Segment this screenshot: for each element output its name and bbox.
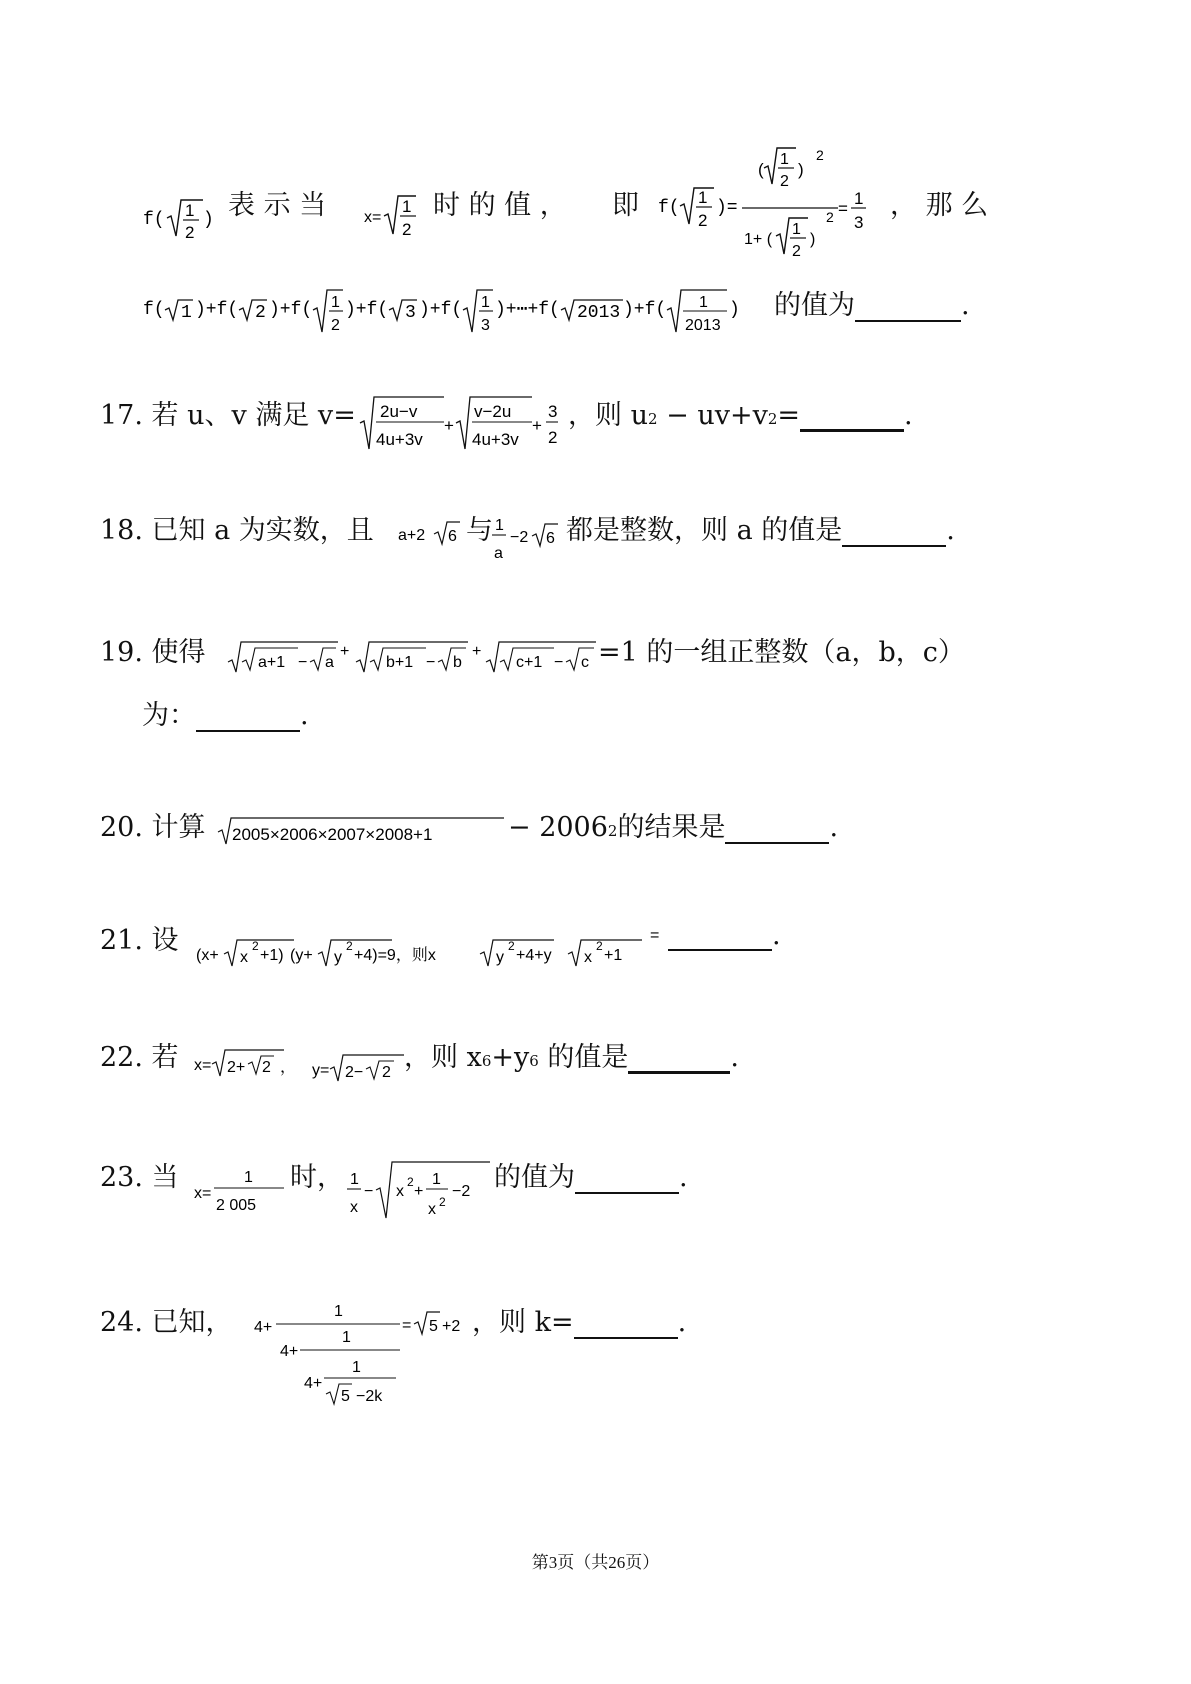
- q19-end: .: [300, 700, 309, 731]
- svg-text:2013: 2013: [577, 303, 621, 323]
- q18-and: 与: [466, 515, 493, 546]
- svg-text:2: 2: [346, 939, 353, 953]
- q23-end: .: [679, 1162, 688, 1193]
- q22-y: [312, 1045, 412, 1093]
- q17-number: 17.: [100, 400, 143, 431]
- svg-text:y=: y=: [312, 1062, 330, 1079]
- svg-text:1: 1: [854, 189, 864, 208]
- svg-text:1: 1: [495, 517, 504, 534]
- q16-tail: [774, 283, 970, 322]
- q22-rest: [404, 1035, 739, 1074]
- svg-text:2: 2: [439, 1195, 446, 1209]
- svg-text:2: 2: [826, 209, 834, 225]
- svg-text:+1): +1): [260, 947, 284, 964]
- q18-number: 18.: [100, 515, 143, 546]
- q17-text: 若 u、v 满足 v=: [151, 400, 356, 431]
- q23-expr: [346, 1156, 496, 1230]
- q16-sum-formula: [143, 280, 783, 340]
- q19-answer-blank[interactable]: [196, 699, 300, 732]
- svg-text:): ): [729, 300, 740, 320]
- svg-text:a+2: a+2: [398, 527, 426, 544]
- q23-answer-blank[interactable]: [575, 1161, 679, 1194]
- svg-text:x: x: [350, 1199, 358, 1216]
- svg-text:+: +: [340, 643, 350, 660]
- q22-tail: 的值是: [538, 1042, 629, 1073]
- q21-rest: [668, 918, 781, 951]
- svg-text:x: x: [428, 1201, 436, 1218]
- q17-exp-b: 2: [767, 410, 778, 428]
- q24-number: 24.: [100, 1307, 143, 1338]
- q20-rest: [508, 805, 838, 844]
- svg-text:2: 2: [816, 147, 824, 163]
- svg-text:+4)=9，则x: +4)=9，则x: [354, 947, 436, 964]
- q18-expr2: [492, 508, 564, 570]
- q21-text: 设: [151, 925, 179, 956]
- svg-text:1: 1: [699, 294, 708, 311]
- svg-text:5: 5: [341, 1388, 350, 1405]
- q24-rest: [472, 1300, 686, 1339]
- q16-text1: 表 示 当: [228, 190, 327, 221]
- svg-text:4+: 4+: [304, 1375, 323, 1392]
- svg-text:2: 2: [596, 939, 603, 953]
- svg-text:1: 1: [481, 294, 490, 311]
- page-footer: 第3页（共26页）: [531, 1553, 660, 1572]
- q23-x-formula: [194, 1160, 290, 1216]
- q19-line2: [142, 693, 309, 732]
- svg-text:): ): [203, 210, 214, 230]
- svg-text:): ): [810, 231, 816, 248]
- q18-answer-blank[interactable]: [842, 514, 946, 547]
- svg-text:4+: 4+: [254, 1319, 273, 1336]
- svg-text:5: 5: [429, 1318, 438, 1335]
- svg-text:1: 1: [402, 197, 412, 216]
- svg-text:=: =: [838, 199, 848, 218]
- q24-answer-blank[interactable]: [574, 1306, 678, 1339]
- q16-sum: [143, 280, 783, 344]
- svg-text:): ): [798, 160, 804, 179]
- svg-text:x=: x=: [194, 1185, 212, 1202]
- q18-expr2-formula: [492, 508, 564, 566]
- svg-text:4+: 4+: [280, 1343, 299, 1360]
- svg-text:1: 1: [792, 221, 801, 238]
- q18-expr1-formula: [398, 510, 464, 550]
- q17-expr-formula: [360, 393, 570, 453]
- q17-exp-a: 2: [647, 410, 658, 428]
- q21-end: .: [772, 920, 781, 951]
- q16-f-half-formula: [143, 196, 213, 246]
- q20-exp: 2: [607, 822, 618, 840]
- q22-plus: +y: [491, 1042, 530, 1073]
- q24-tail: ，则 k=: [472, 1307, 574, 1338]
- svg-text:−: −: [426, 654, 436, 671]
- svg-text:=: =: [650, 927, 660, 944]
- q16-x-eq-formula: [364, 190, 424, 240]
- q22-y-formula: [312, 1045, 412, 1089]
- q23-rest: [494, 1155, 688, 1194]
- svg-text:+: +: [414, 1183, 424, 1200]
- svg-text:2005×2006×2007×2008+1: 2005×2006×2007×2008+1: [232, 825, 433, 844]
- q20-number: 20.: [100, 812, 143, 843]
- q20-mid: − 2006: [508, 812, 608, 843]
- svg-text:4u+3v: 4u+3v: [376, 430, 423, 449]
- svg-text:6: 6: [448, 528, 457, 545]
- svg-text:v−2u: v−2u: [474, 402, 512, 421]
- svg-text:−2k: −2k: [356, 1388, 383, 1405]
- svg-text:x: x: [240, 949, 248, 966]
- svg-text:4u+3v: 4u+3v: [472, 430, 519, 449]
- svg-text:1: 1: [432, 1171, 441, 1188]
- svg-text:1: 1: [350, 1171, 359, 1188]
- q16-tail-text: 的值为: [774, 290, 855, 321]
- svg-text:−: −: [298, 654, 308, 671]
- svg-text:x=: x=: [194, 1057, 212, 1074]
- svg-text:(x+: (x+: [196, 947, 219, 964]
- svg-text:−2: −2: [452, 1183, 471, 1200]
- q19-text: 使得: [151, 637, 206, 668]
- svg-text:+4+y: +4+y: [516, 947, 552, 964]
- svg-text:1: 1: [780, 151, 789, 168]
- q16-f-half: [143, 196, 213, 250]
- svg-text:2u−v: 2u−v: [380, 402, 418, 421]
- q18-expr1: [398, 510, 464, 554]
- svg-text:y: y: [334, 949, 342, 966]
- q22-exp-a: 6: [481, 1052, 492, 1070]
- svg-text:3: 3: [481, 317, 490, 334]
- q22-x-formula: [194, 1040, 297, 1084]
- svg-text:+2: +2: [442, 1318, 461, 1335]
- svg-text:2: 2: [255, 303, 266, 323]
- svg-text:)+f(: )+f(: [623, 300, 667, 320]
- q20-line: [100, 805, 206, 844]
- q20-answer-blank[interactable]: [725, 811, 829, 844]
- svg-text:，: ，: [280, 1059, 297, 1076]
- q23-mid: 时，: [290, 1162, 344, 1193]
- q17-rest: [568, 393, 913, 432]
- q19-expr: [228, 632, 598, 682]
- svg-text:(: (: [758, 160, 764, 179]
- svg-text:1: 1: [334, 1303, 343, 1320]
- q24-expr-formula: [252, 1298, 502, 1410]
- svg-text:1+ (: 1+ (: [744, 231, 773, 248]
- svg-text:2+: 2+: [227, 1059, 246, 1076]
- svg-text:)+f(: )+f(: [345, 300, 389, 320]
- q23-tail: 的值为: [494, 1162, 575, 1193]
- q22-line: [100, 1035, 179, 1074]
- q16-text2: 时 的 值 ，: [433, 190, 567, 221]
- q20-end: .: [829, 812, 839, 843]
- svg-text:2 005: 2 005: [216, 1197, 257, 1214]
- q20-expr-formula: [218, 808, 508, 848]
- svg-text:)+⋯+f(: )+⋯+f(: [495, 300, 560, 320]
- svg-text:2: 2: [407, 1175, 414, 1189]
- q23-text: 当: [151, 1162, 179, 1193]
- q22-exp-b: 6: [529, 1052, 539, 1070]
- q17-end: .: [904, 400, 913, 431]
- q24-expr: [252, 1298, 502, 1414]
- svg-text:)+f(: )+f(: [419, 300, 463, 320]
- q18-text: 已知 a 为实数，且: [151, 515, 374, 546]
- svg-text:c+1: c+1: [516, 654, 543, 671]
- svg-text:x=: x=: [364, 209, 382, 226]
- q16-x-eq: [364, 190, 424, 244]
- q18-end: .: [946, 515, 955, 546]
- q21-line: [100, 918, 179, 957]
- q16-text4: ， 那 么: [890, 190, 989, 221]
- svg-text:2: 2: [698, 211, 708, 230]
- svg-text:)+f(: )+f(: [269, 300, 313, 320]
- q18-line: [100, 508, 374, 547]
- svg-text:3: 3: [405, 303, 416, 323]
- q22-text: 若: [151, 1042, 179, 1073]
- svg-text:1: 1: [185, 201, 195, 220]
- svg-text:3: 3: [854, 213, 864, 232]
- svg-text:2: 2: [780, 173, 789, 190]
- svg-text:c: c: [581, 654, 589, 671]
- svg-text:a: a: [325, 654, 334, 671]
- q17-then: ，则 u: [568, 400, 648, 431]
- svg-text:2: 2: [262, 1059, 271, 1076]
- svg-text:x: x: [396, 1183, 404, 1200]
- svg-text:−: −: [364, 1183, 374, 1200]
- q18-tail: 都是整数，则 a 的值是: [566, 515, 843, 546]
- q19-expr-formula: [228, 632, 598, 678]
- svg-text:2: 2: [548, 428, 558, 447]
- q19-line2-text: 为：: [142, 700, 196, 731]
- q21-number: 21.: [100, 925, 143, 956]
- q17-eq: =: [777, 400, 801, 431]
- q17-expr: [360, 393, 570, 457]
- q16-text3: 即: [612, 190, 639, 221]
- q22-number: 22.: [100, 1042, 143, 1073]
- q23-number: 23.: [100, 1162, 143, 1193]
- q20-expr: [218, 808, 508, 852]
- svg-text:2: 2: [252, 939, 259, 953]
- q17-mid: − uv+v: [657, 400, 768, 431]
- q24-text: 已知，: [151, 1307, 233, 1338]
- svg-text:a+1: a+1: [258, 654, 286, 671]
- svg-text:6: 6: [546, 530, 555, 547]
- svg-text:1: 1: [352, 1359, 361, 1376]
- svg-text:2: 2: [508, 939, 515, 953]
- q22-answer-blank[interactable]: [628, 1040, 730, 1074]
- q20-tail: 的结果是: [617, 812, 726, 843]
- svg-text:−: −: [554, 654, 564, 671]
- svg-text:2: 2: [331, 317, 340, 334]
- svg-text:f(: f(: [143, 300, 165, 320]
- svg-text:x: x: [584, 949, 592, 966]
- q20-text: 计算: [151, 812, 206, 843]
- svg-text:a: a: [494, 545, 503, 562]
- q21-answer-blank[interactable]: [668, 918, 772, 951]
- q21-expr-formula: [196, 920, 670, 970]
- svg-text:y: y: [496, 949, 504, 966]
- q18-rest: [566, 508, 955, 547]
- svg-text:)+f(: )+f(: [195, 300, 239, 320]
- svg-text:1: 1: [698, 188, 708, 207]
- q22-end: .: [730, 1042, 739, 1073]
- q22-then: ，则 x: [404, 1042, 482, 1073]
- svg-text:1: 1: [244, 1169, 253, 1186]
- svg-text:b: b: [453, 654, 462, 671]
- svg-text:+: +: [472, 643, 482, 660]
- svg-text:2−: 2−: [345, 1064, 364, 1081]
- svg-text:−2: −2: [510, 529, 529, 546]
- svg-text:2: 2: [402, 220, 412, 239]
- svg-text:1: 1: [342, 1329, 351, 1346]
- q24-end: .: [677, 1307, 687, 1338]
- svg-text:+: +: [444, 416, 454, 435]
- q16-calc-formula: [658, 140, 878, 270]
- q21-expr: [196, 920, 670, 974]
- svg-text:1: 1: [331, 294, 340, 311]
- svg-text:2: 2: [185, 223, 195, 242]
- q16-end: .: [961, 290, 970, 321]
- q19-line1: [100, 630, 206, 669]
- svg-text:3: 3: [548, 402, 558, 421]
- q17-line1: [100, 393, 356, 432]
- svg-text:(y+: (y+: [290, 947, 313, 964]
- svg-text:+1: +1: [604, 947, 623, 964]
- q22-x: [194, 1040, 297, 1088]
- q17-answer-blank[interactable]: [800, 398, 904, 432]
- q19-number: 19.: [100, 637, 143, 668]
- q24-line: [100, 1300, 233, 1339]
- svg-text:f(: f(: [143, 210, 165, 230]
- svg-text:)=: )=: [716, 198, 738, 218]
- q23-line: [100, 1155, 179, 1194]
- q19-tail: =1 的一组正整数（a，b，c）: [598, 637, 965, 668]
- q23-x: [194, 1160, 290, 1220]
- svg-text:2: 2: [792, 243, 801, 260]
- svg-text:b+1: b+1: [386, 654, 414, 671]
- q23-expr-formula: [346, 1156, 496, 1226]
- q16-calc: [658, 140, 878, 274]
- svg-text:f(: f(: [658, 198, 680, 218]
- svg-text:2: 2: [382, 1064, 391, 1081]
- svg-text:1: 1: [181, 303, 192, 323]
- svg-text:=: =: [402, 1317, 412, 1334]
- svg-text:2013: 2013: [685, 317, 721, 334]
- svg-text:+: +: [532, 416, 542, 435]
- q16-answer-blank[interactable]: [855, 289, 961, 322]
